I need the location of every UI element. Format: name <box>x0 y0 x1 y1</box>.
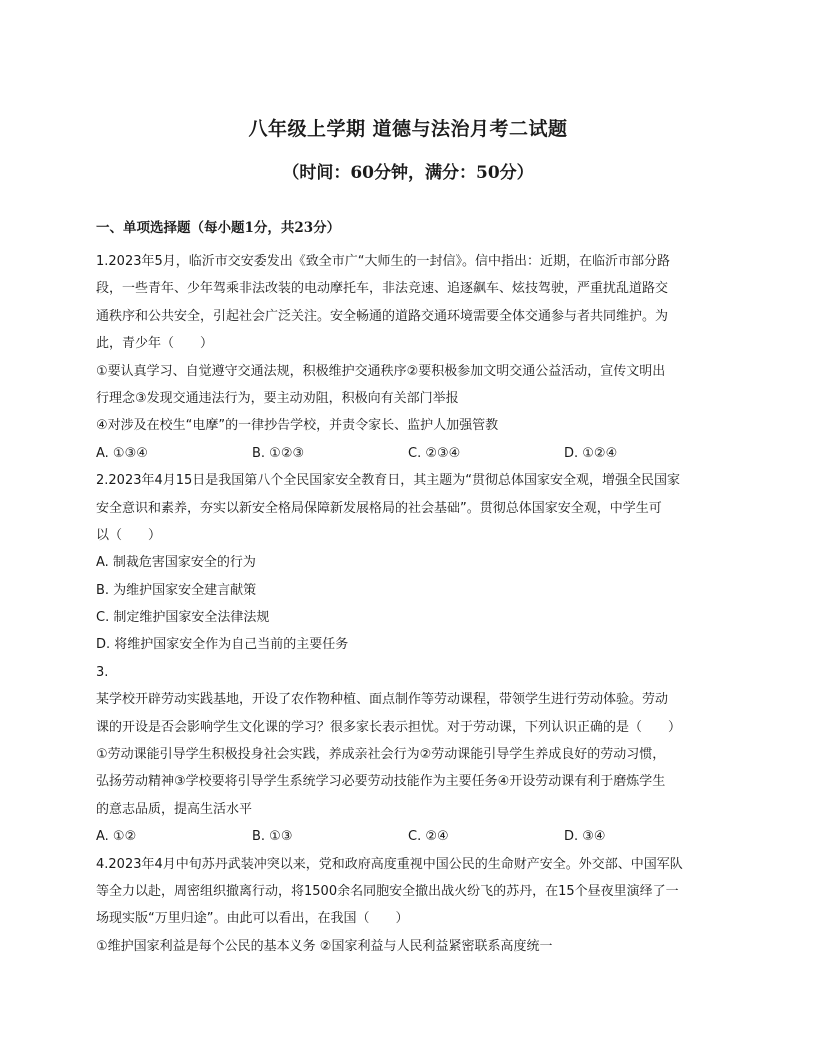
question-text-line: 4.2023年4月中旬苏丹武装冲突以来，党和政府高度重视中国公民的生命财产安全。外交部、中国军队 <box>96 856 683 872</box>
option-b: B. 为维护国家安全建言献策 <box>96 582 257 598</box>
option-d: D. ①②④ <box>564 445 618 461</box>
question-text-line: 某学校开辟劳动实践基地，开设了农作物种植、面点制作等劳动课程，带领学生进行劳动体验。劳动 <box>96 692 669 708</box>
question-text-line: 1.2023年5月，临沂市交安委发出《致全市广“大师生的一封信》。信中指出：近期，在临沂市部分路 <box>96 254 670 269</box>
question-list <box>96 248 720 960</box>
option-b: B. ①②③ <box>252 445 305 461</box>
question-1 <box>96 248 720 467</box>
option-c: C. 制定维护国家安全法律法规 <box>96 610 270 626</box>
option-a: A. 制裁危害国家安全的行为 <box>96 555 256 571</box>
statement-line: ④对涉及在校生“电摩”的一律抄告学校，并责令家长、监护人加强管教 <box>96 418 499 434</box>
option-a: A. ①② <box>96 829 137 845</box>
answer-options <box>96 823 720 850</box>
option-b: B. ①③ <box>252 829 293 845</box>
page-title: 八年级上学期 道德与法治月考二试题 <box>248 118 568 140</box>
option-d: D. 将维护国家安全作为自己当前的主要任务 <box>96 637 349 653</box>
statement-line: ①劳动课能引导学生积极投身社会实践，养成亲社会行为②劳动课能引导学生养成良好的劳动习惯， <box>96 747 666 763</box>
option-c: C. ②③④ <box>408 445 461 461</box>
option-c: C. ②④ <box>408 829 449 845</box>
question-text-line: 此，青少年（ ） <box>96 336 214 352</box>
question-text-line: 通秩序和公共安全，引起社会广泛关注。安全畅通的道路交通环境需要全体交通参与者共同维护。为 <box>96 308 669 324</box>
statement-line: ①维护国家利益是每个公民的基本义务 ②国家利益与人民利益紧密联系高度统一 <box>96 938 553 954</box>
question-text-line: 安全意识和素养，夯实以新安全格局保障新发展格局的社会基础”。贯彻总体国家安全观，中学生可 <box>96 500 662 516</box>
question-2 <box>96 467 720 659</box>
question-text-line: 课的开设是否会影响学生文化课的学习？很多家长表示担忧。对于劳动课，下列认识正确的是（ ） <box>96 719 682 735</box>
question-text-line: 场现实版“万里归途”。由此可以看出，在我国（ ） <box>96 911 409 927</box>
question-text-line: 段，一些青年、少年驾乘非法改装的电动摩托车，非法竞速、追逐飙车、炫技驾驶，严重扰乱道路交 <box>96 281 669 297</box>
answer-options <box>96 440 720 467</box>
statement-line: 行理念③发现交通违法行为，要主动劝阻，积极向有关部门举报 <box>96 390 459 406</box>
statement-line: 弘扬劳动精神③学校要将引导学生系统学习必要劳动技能作为主要任务④开设劳动课有利于磨炼学生 <box>96 774 666 790</box>
question-number: 3. <box>96 664 109 680</box>
statement-line: ①要认真学习、自觉遵守交通法规，积极维护交通秩序②要积极参加文明交通公益活动，宣传文明出 <box>96 363 666 379</box>
option-a: A. ①③④ <box>96 445 148 461</box>
statement-line: 的意志品质，提高生活水平 <box>96 801 253 817</box>
question-3 <box>96 659 720 851</box>
exam-info: （时间：60分钟，满分：50分） <box>282 163 534 183</box>
option-d: D. ③④ <box>564 829 606 845</box>
question-text-line: 等全力以赴，周密组织撤离行动，将1500余名同胞安全撤出战火纷飞的苏丹，在15个昼夜里演绎了一 <box>96 883 679 899</box>
question-text-line: 以（ ） <box>96 527 162 543</box>
section-heading: 一、单项选择题（每小题1分，共23分） <box>96 220 341 236</box>
question-4 <box>96 851 720 961</box>
question-text-line: 2.2023年4月15日是我国第八个全民国家安全教育日，其主题为“贯彻总体国家安全观，增强全民国家 <box>96 473 681 489</box>
